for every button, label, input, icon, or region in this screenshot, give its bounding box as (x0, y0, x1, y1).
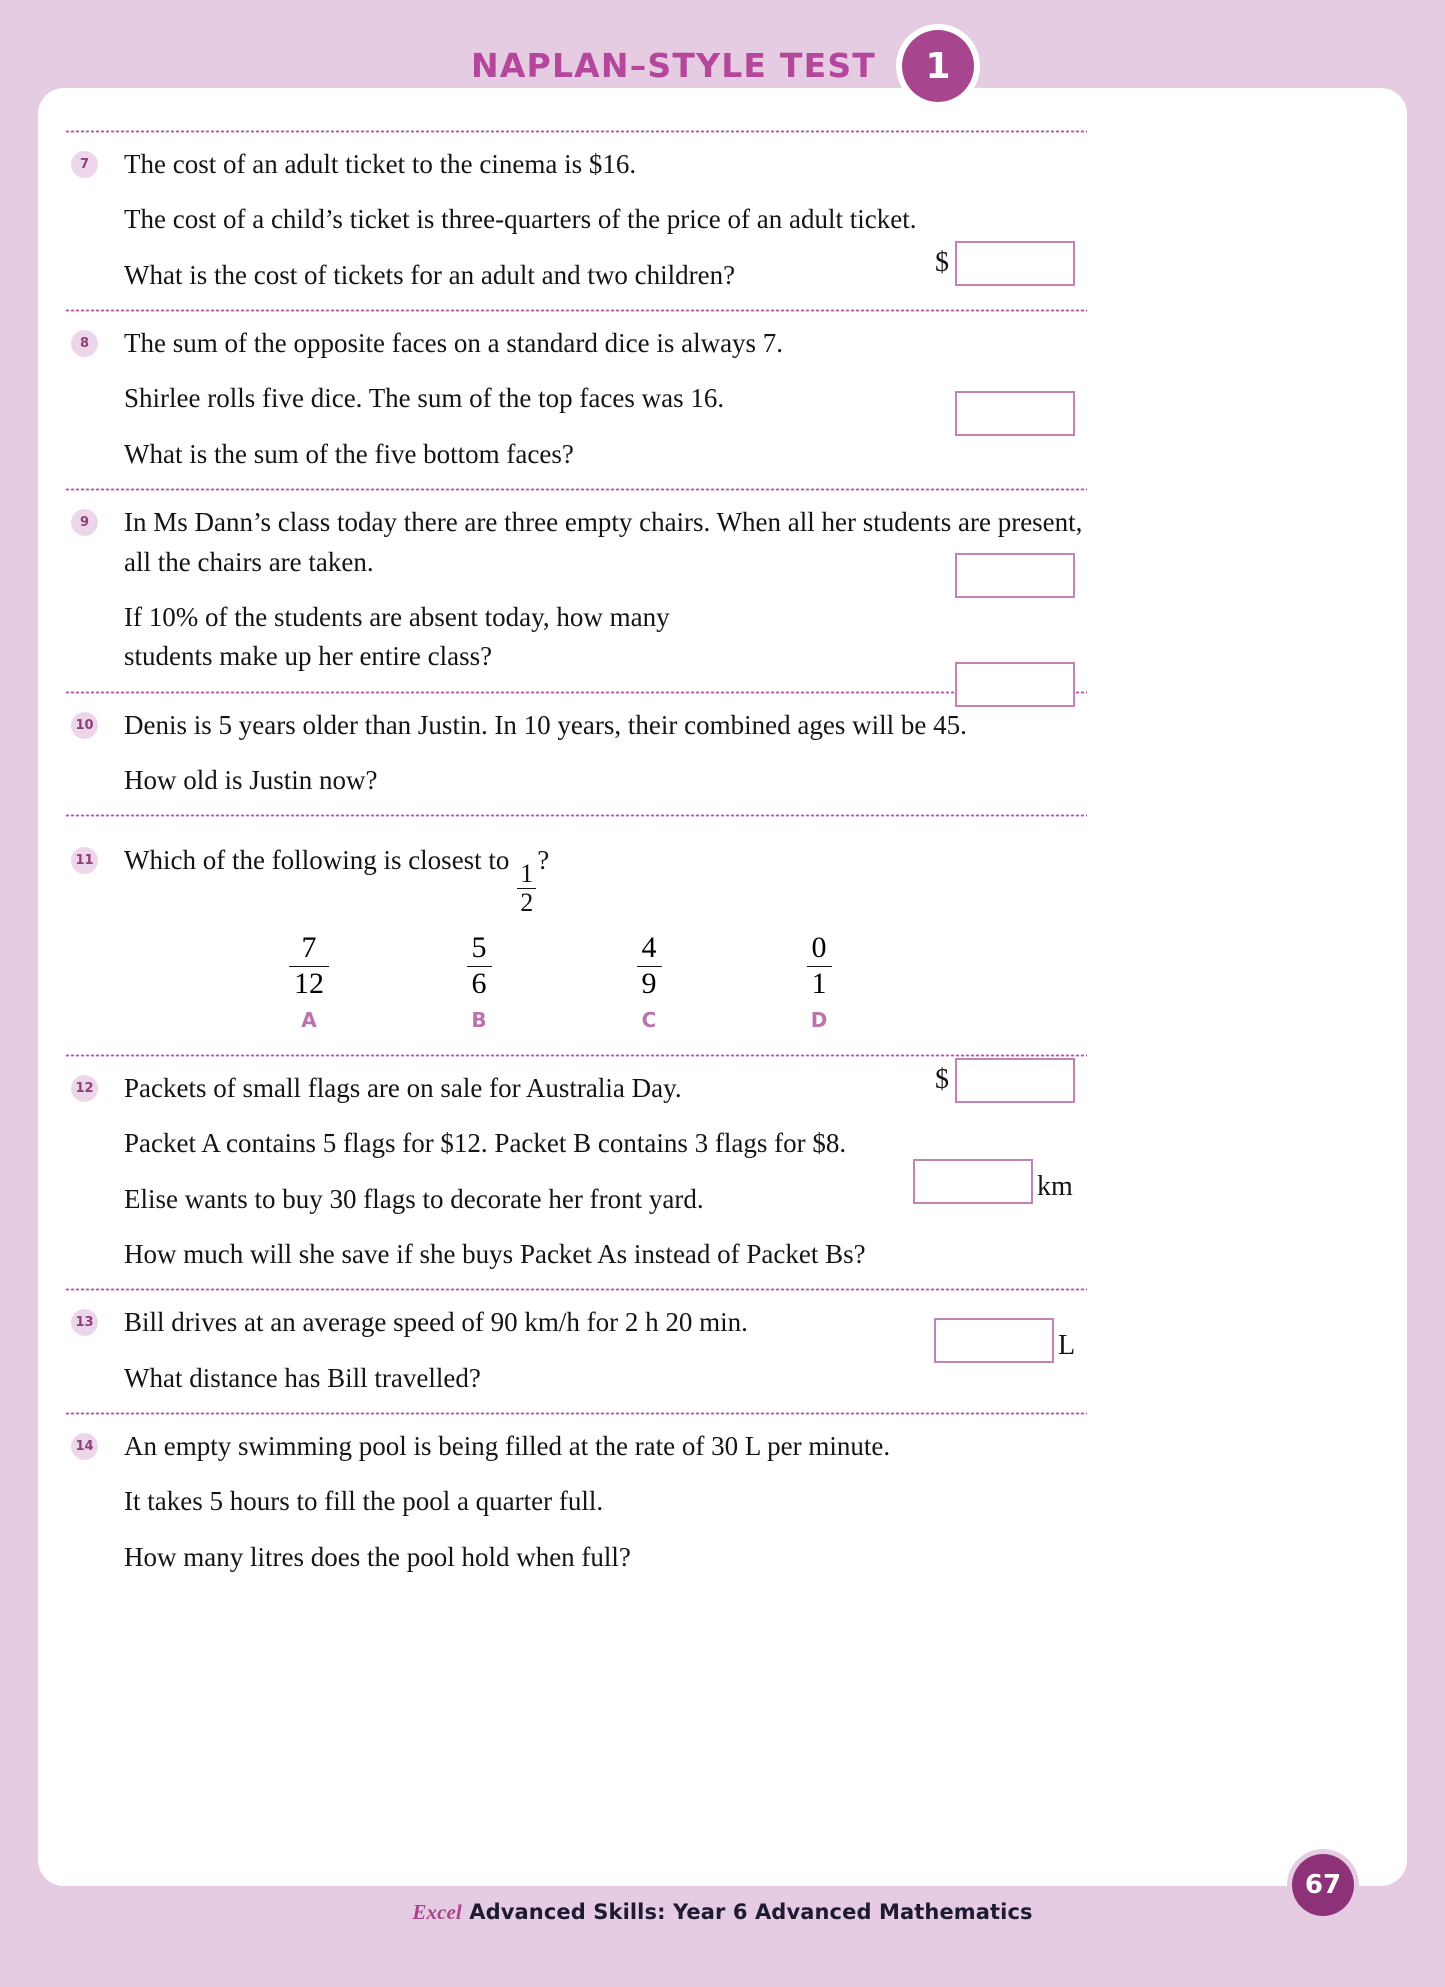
answer-box-q10[interactable] (955, 662, 1075, 707)
question-line: It takes 5 hours to fill the pool a quarter full. (124, 1486, 604, 1517)
question-line: What is the cost of tickets for an adult and two children? (124, 259, 736, 290)
question-11 (65, 817, 1087, 1054)
question-body (124, 326, 1087, 472)
fraction-numerator: 5 (471, 931, 487, 965)
answer-box-q8[interactable] (955, 391, 1075, 436)
choice-label: D (810, 1007, 828, 1032)
question-10 (65, 694, 1087, 815)
worksheet-card (38, 88, 1407, 1886)
question-line: Bill drives at an average speed of 90 km/h for 2 h 20 min. (124, 1307, 748, 1338)
choice-fraction (289, 931, 329, 1000)
unit-label-q14: L (1058, 1330, 1076, 1361)
question-body (124, 843, 1087, 1032)
question-line: What is the sum of the five bottom faces? (124, 438, 574, 469)
question-body (124, 505, 1087, 674)
question-line: all the chairs are taken. (124, 546, 374, 577)
question-9 (65, 491, 1087, 690)
question-stem (124, 843, 1087, 917)
question-8 (65, 312, 1087, 488)
question-line: How old is Justin now? (124, 764, 378, 795)
choice-label: A (301, 1007, 317, 1032)
choice-fraction (467, 931, 492, 1000)
fraction-denominator: 12 (289, 966, 329, 1001)
stem-text-before: Which of the following is closest to (124, 845, 517, 876)
question-number-badge: 11 (71, 847, 98, 874)
choice-c[interactable] (564, 931, 734, 1031)
choice-a[interactable] (224, 931, 394, 1031)
answer-box-q13[interactable] (913, 1159, 1033, 1204)
question-line: How much will she save if she buys Packet As instead of Packet Bs? (124, 1238, 866, 1269)
question-line: Elise wants to buy 30 flags to decorate her front yard. (124, 1183, 704, 1214)
answer-box-q12[interactable] (955, 1058, 1075, 1103)
question-line: Shirlee rolls five dice. The sum of the top faces was 16. (124, 383, 725, 414)
answer-box-q14[interactable] (934, 1318, 1054, 1363)
choice-fraction (637, 931, 662, 1000)
choice-list (224, 931, 924, 1031)
answer-box-q9[interactable] (955, 553, 1075, 598)
question-line: Denis is 5 years older than Justin. In 10 years, their combined ages will be 45. (124, 709, 967, 740)
question-line: In Ms Dann’s class today there are three empty chairs. When all her students are present, (124, 507, 1083, 538)
fraction-numerator: 0 (811, 931, 827, 965)
fraction-numerator: 4 (641, 931, 657, 965)
question-line: The cost of an adult ticket to the cinema is $16. (124, 149, 637, 179)
question-number-badge: 10 (71, 712, 98, 739)
fraction-numerator: 1 (520, 859, 534, 889)
page-number-badge: 67 (1292, 1854, 1354, 1916)
question-number-badge: 9 (71, 509, 98, 536)
fraction-denominator: 1 (807, 966, 832, 1001)
fraction-numerator: 7 (301, 931, 317, 965)
choice-label: C (641, 1007, 657, 1032)
question-number-badge: 7 (71, 151, 98, 178)
choice-d[interactable] (734, 931, 904, 1031)
question-line: An empty swimming pool is being filled at the rate of 30 L per minute. (124, 1431, 891, 1461)
question-number-badge: 8 (71, 330, 98, 357)
stem-text-after: ? (537, 845, 550, 876)
footer-title: Advanced Skills: Year 6 Advanced Mathematics (461, 1900, 1033, 1924)
choice-b[interactable] (394, 931, 564, 1031)
currency-prefix-q7: $ (935, 247, 949, 278)
question-line: The cost of a child’s ticket is three-quarters of the price of an adult ticket. (124, 204, 917, 235)
choice-label: B (471, 1007, 487, 1032)
question-number-badge: 13 (71, 1309, 98, 1336)
question-line: What distance has Bill travelled? (124, 1362, 481, 1393)
question-line: Packets of small flags are on sale for Australia Day. (124, 1072, 682, 1103)
brand-name: Excel (412, 1900, 462, 1924)
question-line: Packet A contains 5 flags for $12. Packet B contains 3 flags for $8. (124, 1128, 847, 1159)
unit-label-q13: km (1037, 1171, 1073, 1202)
fraction-denominator: 2 (517, 888, 536, 917)
question-body (124, 708, 1087, 799)
choice-fraction (807, 931, 832, 1000)
question-line: The sum of the opposite faces on a standard dice is always 7. (124, 328, 784, 359)
questions-list (65, 130, 1087, 1591)
stem-fraction (517, 860, 536, 917)
answer-box-q7[interactable] (955, 241, 1075, 286)
question-number-badge: 12 (71, 1075, 98, 1102)
fraction-denominator: 6 (467, 966, 492, 1001)
test-number-badge: 1 (902, 30, 974, 102)
question-line: students make up her entire class? (124, 641, 493, 672)
question-line: If 10% of the students are absent today, how many (124, 601, 670, 632)
question-14 (65, 1415, 1087, 1591)
footer (0, 1900, 1445, 1925)
question-7 (65, 133, 1087, 309)
fraction-denominator: 9 (637, 966, 662, 1001)
page-title: NAPLAN–STYLE TEST (471, 45, 876, 85)
question-body (124, 1429, 1087, 1575)
currency-prefix-q12: $ (935, 1064, 949, 1095)
question-line: How many litres does the pool hold when full? (124, 1541, 631, 1572)
question-number-badge: 14 (71, 1433, 98, 1460)
